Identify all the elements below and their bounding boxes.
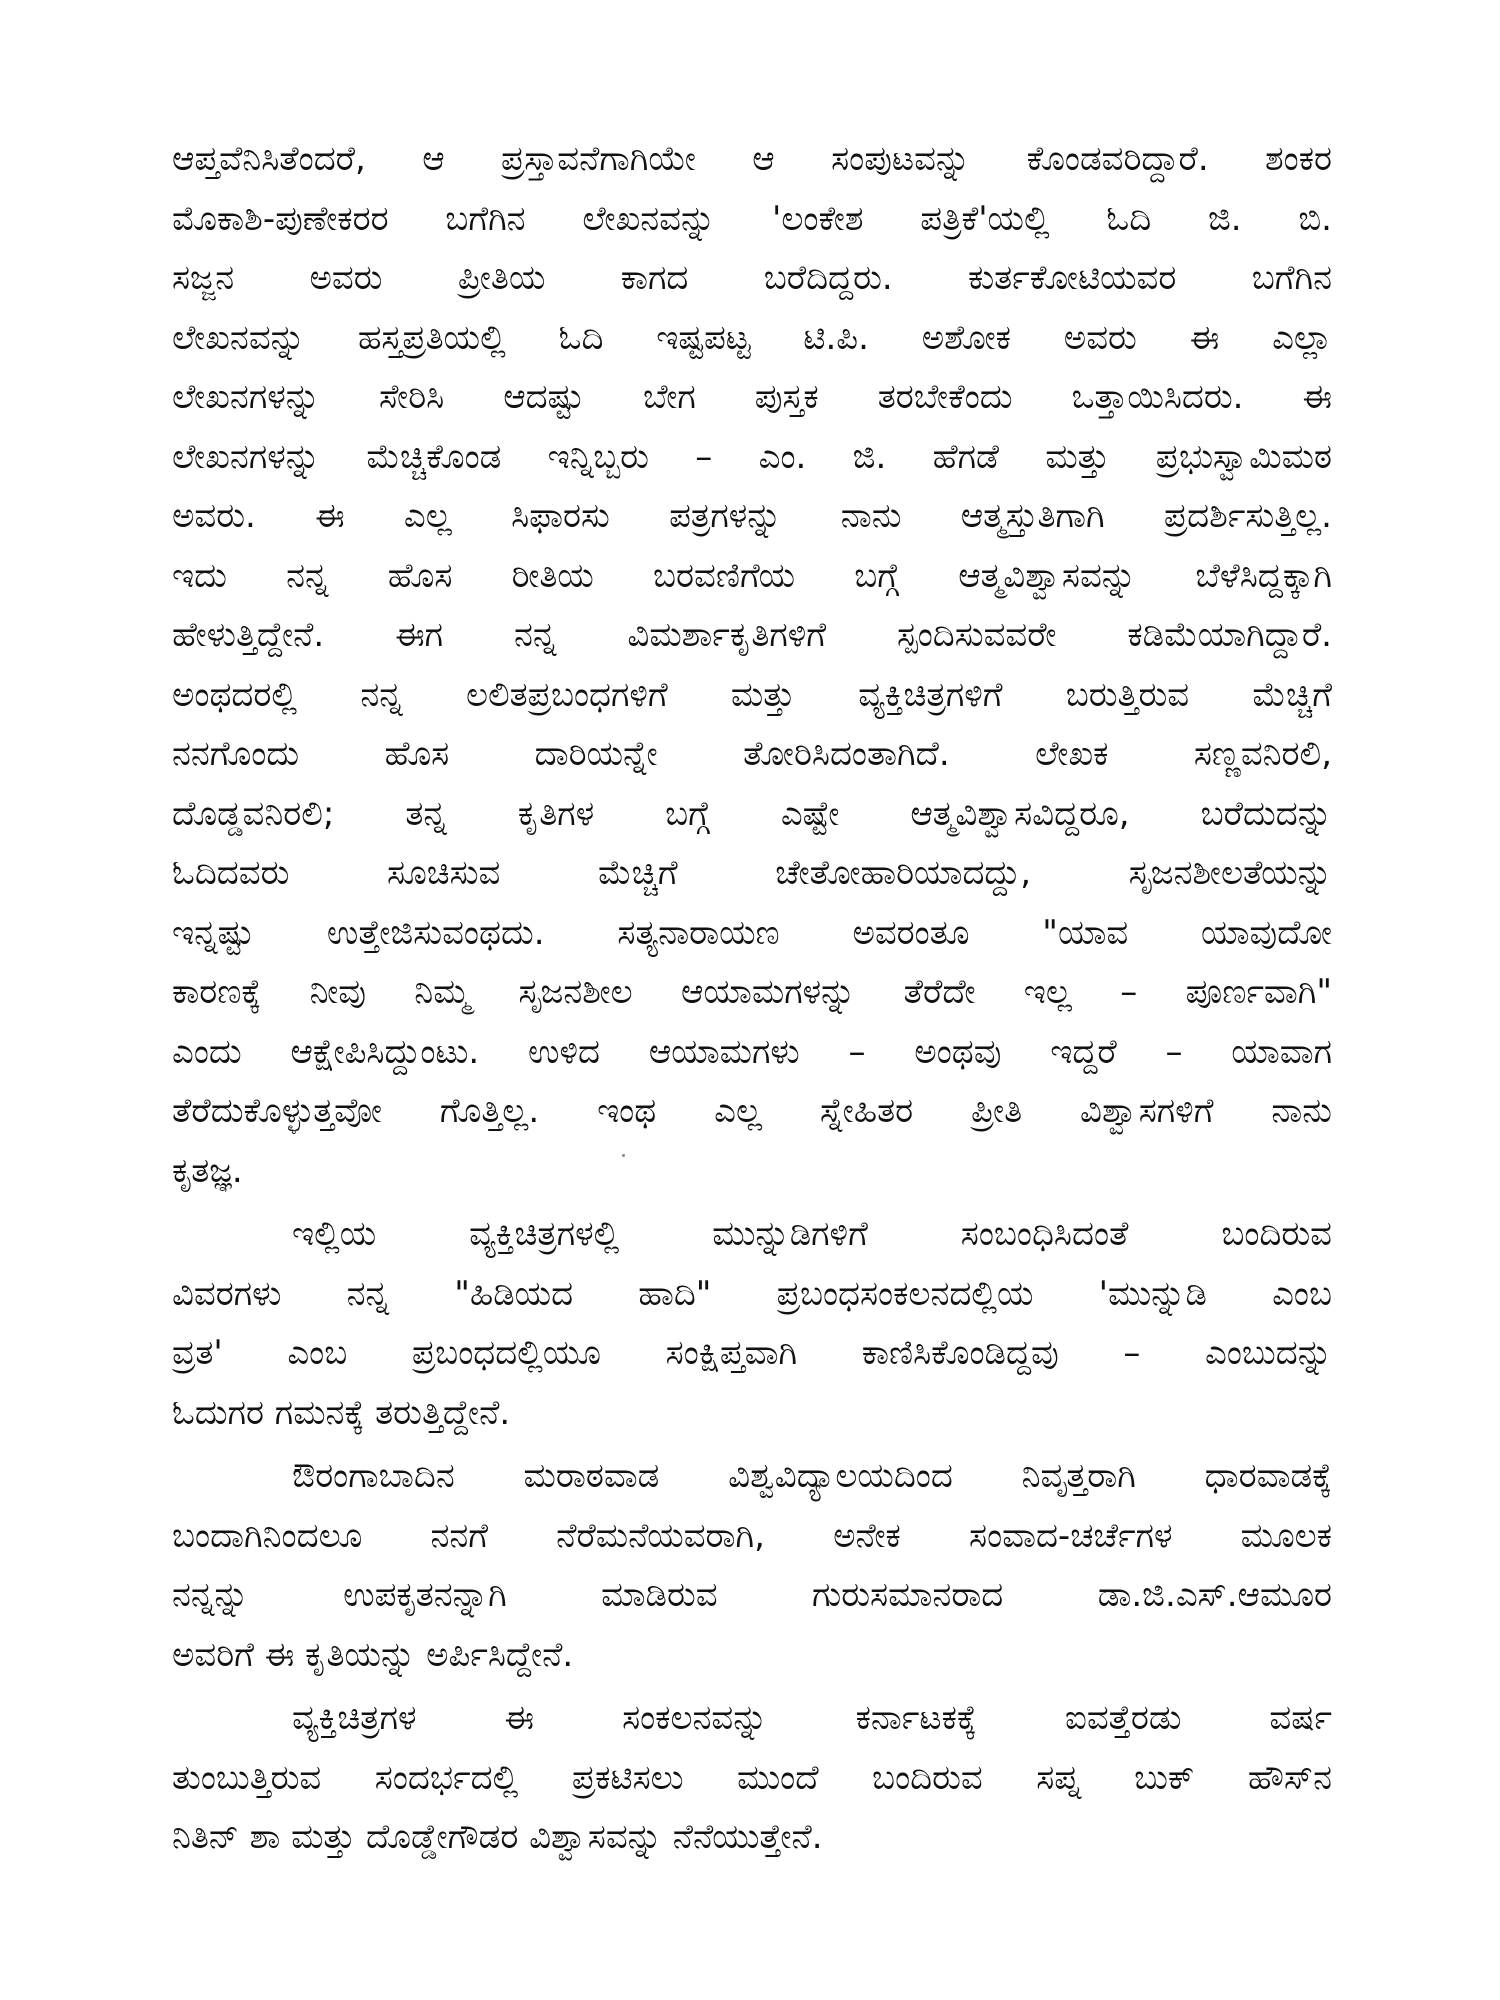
text-line: ಮೊಕಾಶಿ-ಪುಣೇಕರರ ಬಗೆಗಿನ ಲೇಖನವನ್ನು 'ಲಂಕೇಶ ಪತ್ರಿಕೆ'ಯಲ್ಲಿ ಓದಿ ಜಿ. ಬಿ.	[172, 198, 1332, 239]
text-line: ಕಾರಣಕ್ಕೆ ನೀವು ನಿಮ್ಮ ಸೃಜನಶೀಲ ಆಯಾಮಗಳನ್ನು ತೆರೆದೇ ಇಲ್ಲ – ಪೂರ್ಣವಾಗಿ"	[172, 972, 1332, 1012]
text-line: ಹೇಳುತ್ತಿದ್ದೇನೆ. ಈಗ ನನ್ನ ವಿಮರ್ಶಾಕೃತಿಗಳಿಗೆ ಸ್ಪಂದಿಸುವವರೇ ಕಡಿಮೆಯಾಗಿದ್ದಾರೆ.	[172, 615, 1332, 655]
text-line: ಔರಂಗಾಬಾದಿನ ಮರಾಠವಾಡ ವಿಶ್ವವಿದ್ಯಾಲಯದಿಂದ ನಿವೃತ್ತರಾಗಿ ಧಾರವಾಡಕ್ಕೆ	[292, 1456, 1332, 1496]
text-line: ಇನ್ನಷ್ಟು ಉತ್ತೇಜಿಸುವಂಥದು. ಸತ್ಯನಾರಾಯಣ ಅವರಂತೂ "ಯಾವ ಯಾವುದೋ	[172, 912, 1332, 953]
text-line: ನನ್ನನ್ನು ಉಪಕೃತನನ್ನಾಗಿ ಮಾಡಿರುವ ಗುರುಸಮಾನರಾದ ಡಾ.ಜಿ.ಎಸ್.ಆಮೂರ	[172, 1575, 1332, 1615]
paragraph-4	[172, 1689, 1332, 1868]
text-line: ಸಜ್ಜನ ಅವರು ಪ್ರೀತಿಯ ಕಾಗದ ಬರೆದಿದ್ದರು. ಕುರ್ತಕೋಟಿಯವರ ಬಗೆಗಿನ	[172, 258, 1332, 298]
text-line: ವಿವರಗಳು ನನ್ನ "ಹಿಡಿಯದ ಹಾದಿ" ಪ್ರಬಂಧಸಂಕಲನದಲ್ಲಿಯ 'ಮುನ್ನುಡಿ ಎಂಬ	[172, 1273, 1332, 1314]
text-line: ಕೃತಜ್ಞ.	[172, 1150, 243, 1191]
text-line: ಓದಿದವರು ಸೂಚಿಸುವ ಮೆಚ್ಚಿಗೆ ಚೇತೋಹಾರಿಯಾದದ್ದು, ಸೃಜನಶೀಲತೆಯನ್ನು	[172, 853, 1332, 893]
scan-speck	[622, 1154, 625, 1157]
text-line: ತೆರೆದುಕೊಳ್ಳುತ್ತವೋ ಗೊತ್ತಿಲ್ಲ. ಇಂಥ ಎಲ್ಲ ಸ್ನೇಹಿತರ ಪ್ರೀತಿ ವಿಶ್ವಾಸಗಳಿಗೆ ನಾನು	[172, 1091, 1332, 1131]
text-line: ಎಂದು ಆಕ್ಷೇಪಿಸಿದ್ದುಂಟು. ಉಳಿದ ಆಯಾಮಗಳು – ಅಂಥವು ಇದ್ದರೆ – ಯಾವಾಗ	[172, 1031, 1332, 1072]
body-text	[172, 130, 1332, 1872]
text-line: ಇದು ನನ್ನ ಹೊಸ ರೀತಿಯ ಬರವಣಿಗೆಯ ಬಗ್ಗೆ ಆತ್ಮವಿಶ್ವಾಸವನ್ನು ಬೆಳೆಸಿದ್ದಕ್ಕಾಗಿ	[172, 555, 1332, 596]
text-line: ದೊಡ್ಡವನಿರಲಿ; ತನ್ನ ಕೃತಿಗಳ ಬಗ್ಗೆ ಎಷ್ಟೇ ಆತ್ಮವಿಶ್ವಾಸವಿದ್ದರೂ, ಬರೆದುದನ್ನು	[172, 793, 1332, 834]
text-line: ಅಂಥದರಲ್ಲಿ ನನ್ನ ಲಲಿತಪ್ರಬಂಧಗಳಿಗೆ ಮತ್ತು ವ್ಯಕ್ತಿಚಿತ್ರಗಳಿಗೆ ಬರುತ್ತಿರುವ ಮೆಚ್ಚಿಗೆ	[172, 674, 1332, 715]
text-line: ಬಂದಾಗಿನಿಂದಲೂ ನನಗೆ ನೆರೆಮನೆಯವರಾಗಿ, ಅನೇಕ ಸಂವಾದ-ಚರ್ಚೆಗಳ ಮೂಲಕ	[172, 1515, 1332, 1556]
text-line: ನಿತಿನ್ ಶಾ ಮತ್ತು ದೊಡ್ಡೇಗೌಡರ ವಿಶ್ವಾಸವನ್ನು ನೆನೆಯುತ್ತೇನೆ.	[172, 1817, 823, 1857]
text-line: ವ್ರತ' ಎಂಬ ಪ್ರಬಂಧದಲ್ಲಿಯೂ ಸಂಕ್ಷಿಪ್ತವಾಗಿ ಕಾಣಿಸಿಕೊಂಡಿದ್ದವು – ಎಂಬುದನ್ನು	[172, 1333, 1332, 1373]
text-line: ಲೇಖನಗಳನ್ನು ಮೆಚ್ಚಿಕೊಂಡ ಇನ್ನಿಬ್ಬರು – ಎಂ. ಜಿ. ಹೆಗಡೆ ಮತ್ತು ಪ್ರಭುಸ್ವಾಮಿಮಠ	[172, 436, 1332, 477]
text-line: ಅವರು. ಈ ಎಲ್ಲ ಸಿಫಾರಸು ಪತ್ರಗಳನ್ನು ನಾನು ಆತ್ಮಸ್ತುತಿಗಾಗಿ ಪ್ರದರ್ಶಿಸುತ್ತಿಲ್ಲ.	[172, 496, 1332, 536]
text-line: ನನಗೊಂದು ಹೊಸ ದಾರಿಯನ್ನೇ ತೋರಿಸಿದಂತಾಗಿದೆ. ಲೇಖಕ ಸಣ್ಣವನಿರಲಿ,	[172, 734, 1332, 774]
text-line: ಅವರಿಗೆ ಈ ಕೃತಿಯನ್ನು ಅರ್ಪಿಸಿದ್ದೇನೆ.	[172, 1634, 574, 1675]
paragraph-1	[172, 130, 1332, 1201]
paragraph-2	[172, 1205, 1332, 1443]
text-line: ಲೇಖನಗಳನ್ನು ಸೇರಿಸಿ ಆದಷ್ಟು ಬೇಗ ಪುಸ್ತಕ ತರಬೇಕೆಂದು ಒತ್ತಾಯಿಸಿದರು. ಈ	[172, 377, 1332, 417]
text-line: ವ್ಯಕ್ತಿಚಿತ್ರಗಳ ಈ ಸಂಕಲನವನ್ನು ಕರ್ನಾಟಕಕ್ಕೆ ಐವತ್ತೆರಡು ವರ್ಷ	[292, 1698, 1332, 1738]
text-line: ಲೇಖನವನ್ನು ಹಸ್ತಪ್ರತಿಯಲ್ಲಿ ಓದಿ ಇಷ್ಟಪಟ್ಟ ಟಿ.ಪಿ. ಅಶೋಕ ಅವರು ಈ ಎಲ್ಲಾ	[172, 317, 1332, 358]
paragraph-3	[172, 1447, 1332, 1685]
text-line: ಓದುಗರ ಗಮನಕ್ಕೆ ತರುತ್ತಿದ್ದೇನೆ.	[172, 1392, 511, 1433]
text-line: ಆಪ್ತವೆನಿಸಿತೆಂದರೆ, ಆ ಪ್ರಸ್ತಾವನೆಗಾಗಿಯೇ ಆ ಸಂಪುಟವನ್ನು ಕೊಂಡವರಿದ್ದಾರೆ. ಶಂಕರ	[172, 139, 1332, 179]
text-line: ತುಂಬುತ್ತಿರುವ ಸಂದರ್ಭದಲ್ಲಿ ಪ್ರಕಟಿಸಲು ಮುಂದೆ ಬಂದಿರುವ ಸಪ್ನ ಬುಕ್ ಹೌಸ್‌ನ	[172, 1757, 1332, 1798]
text-line: ಇಲ್ಲಿಯ ವ್ಯಕ್ತಿಚಿತ್ರಗಳಲ್ಲಿ ಮುನ್ನುಡಿಗಳಿಗೆ ಸಂಬಂಧಿಸಿದಂತೆ ಬಂದಿರುವ	[292, 1214, 1332, 1254]
